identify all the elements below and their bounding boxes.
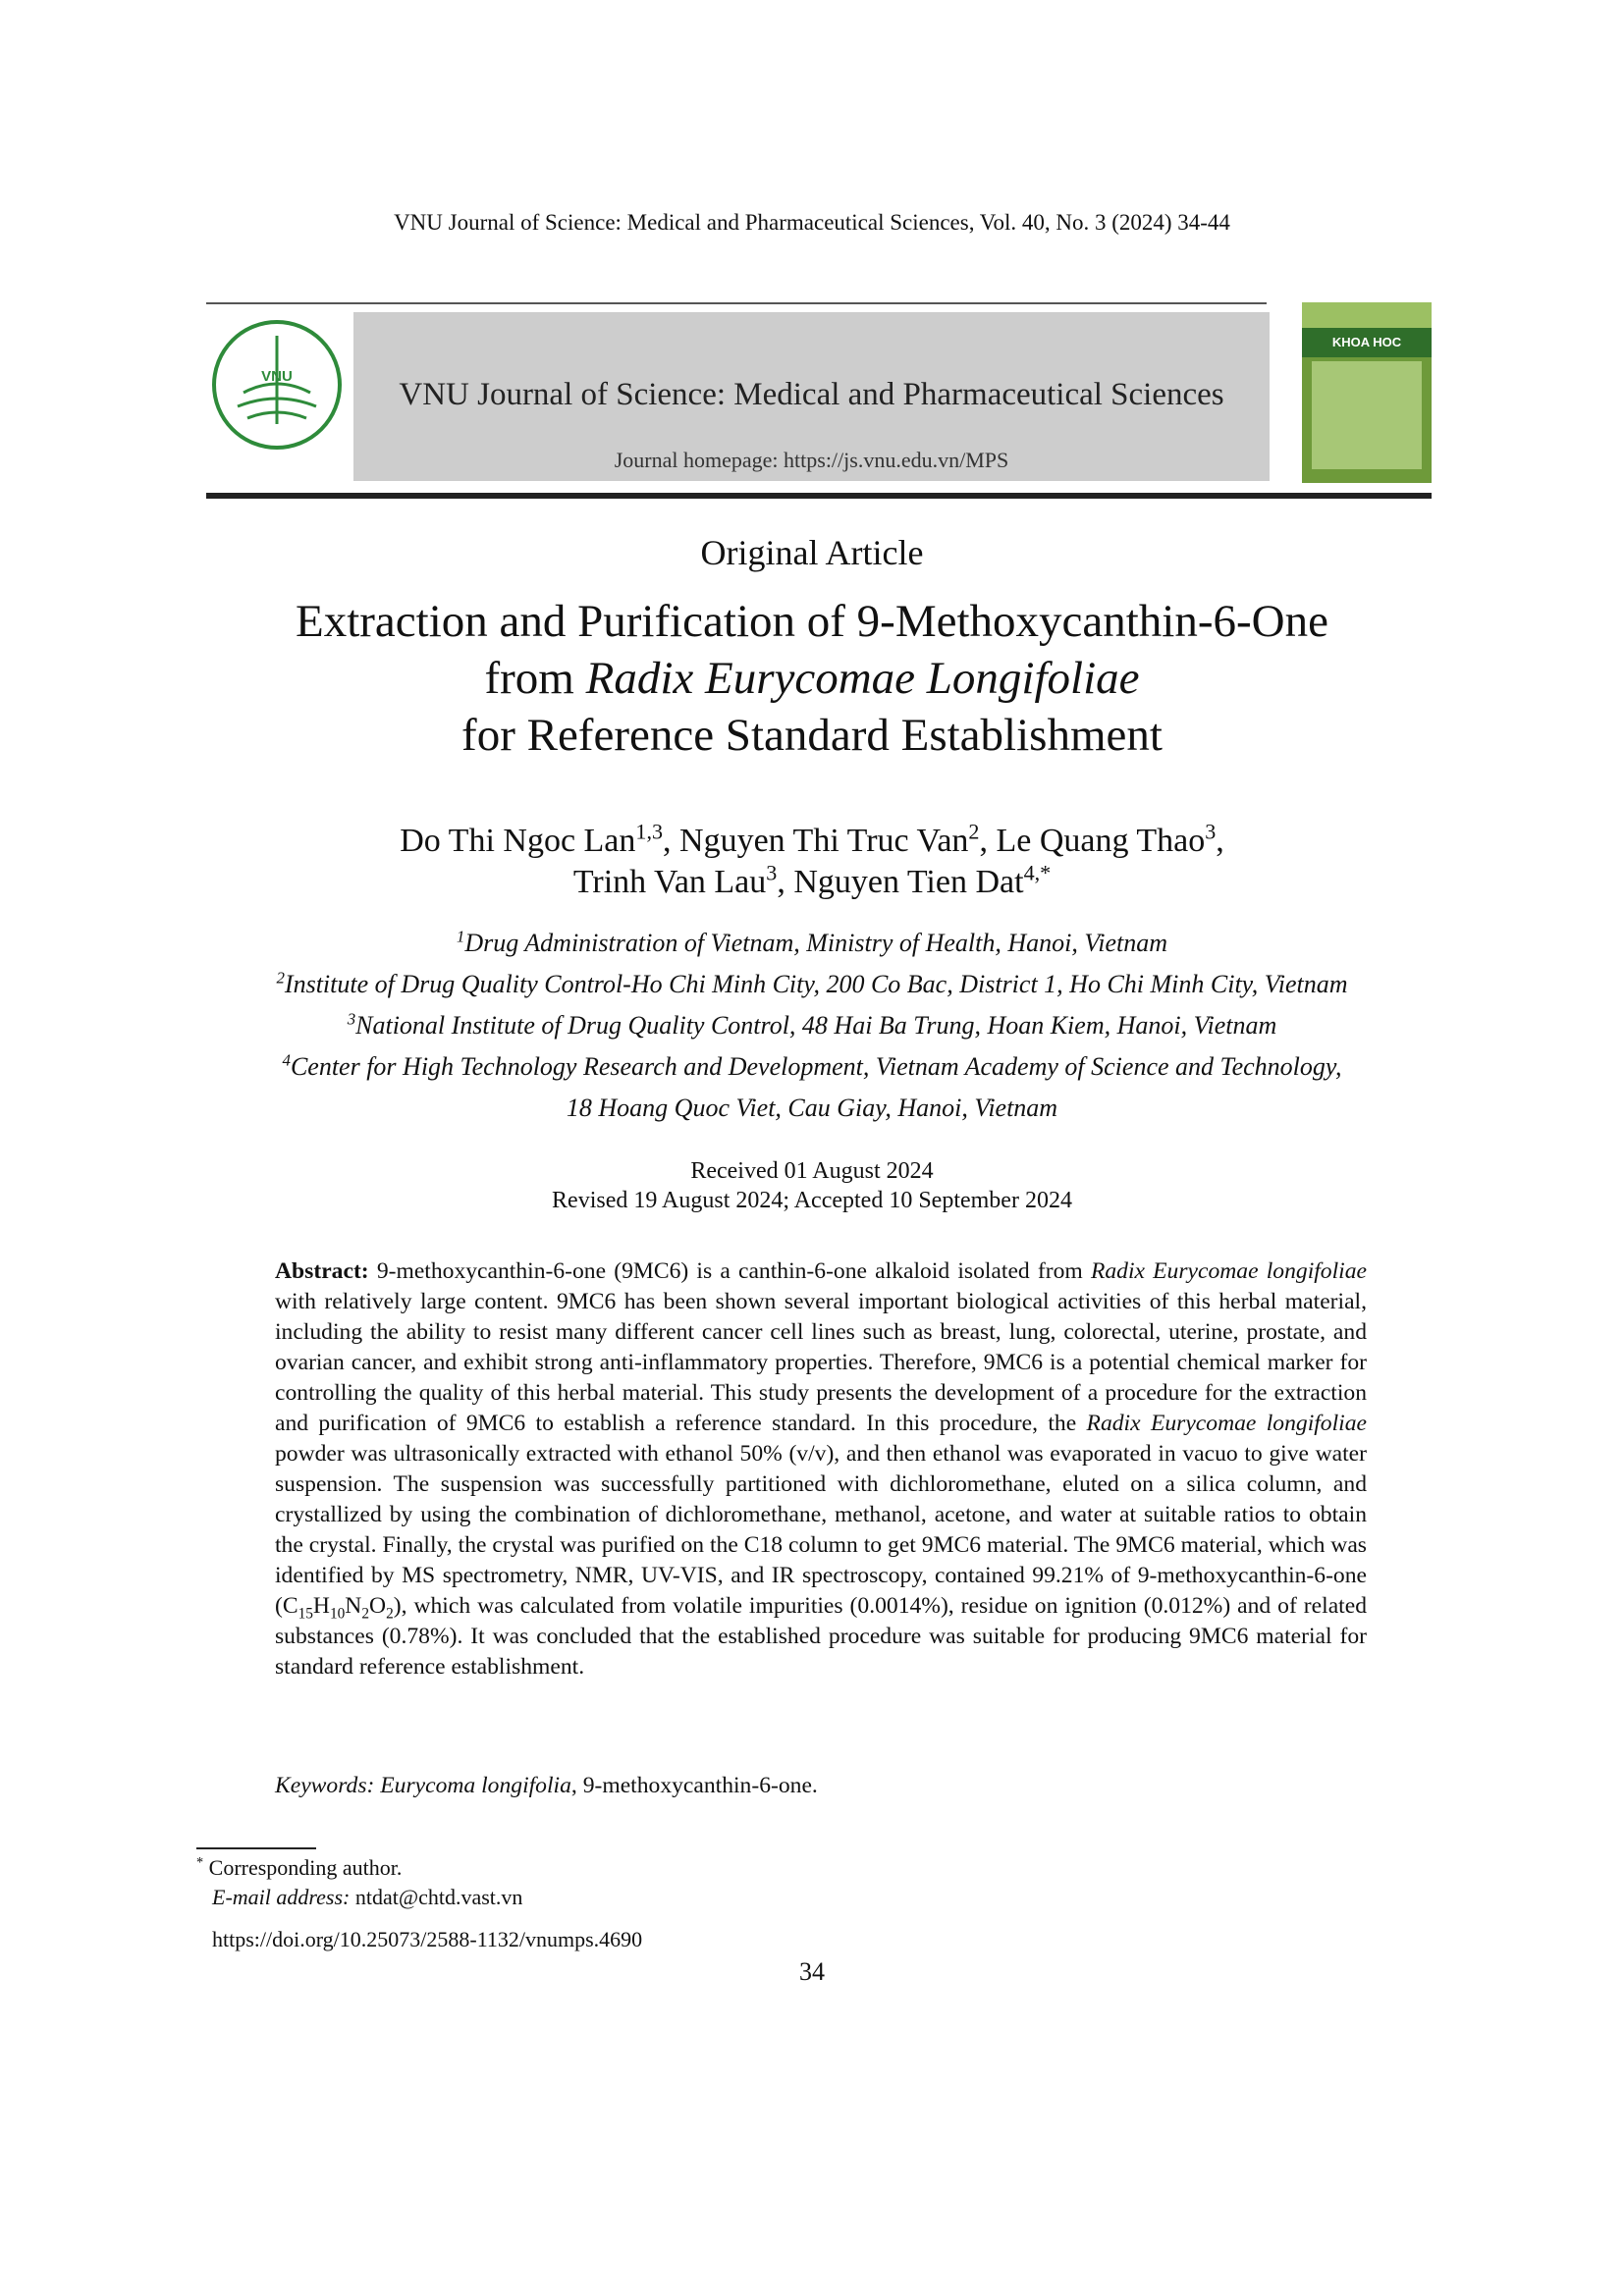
affiliation-list [0, 923, 1624, 1129]
affiliation-text: National Institute of Drug Quality Control, 48 Hai Ba Trung, Hoan Kiem, Hanoi, Vietnam [355, 1011, 1277, 1040]
title-species: Radix Eurycomae Longifoliae [585, 653, 1140, 704]
affiliation-item [0, 964, 1624, 1005]
title-line-1: Extraction and Purification of 9-Methoxycanthin-6-One [296, 596, 1328, 647]
email-label: E-mail address: [212, 1885, 351, 1909]
affiliation-text: Center for High Technology Research and Development, Vietnam Academy of Science and Technology, [290, 1052, 1342, 1081]
affiliation-mark: 1 [456, 927, 465, 946]
author-affil-mark: 3 [766, 860, 778, 885]
keywords [275, 1773, 1367, 1799]
article-type: Original Article [700, 533, 924, 572]
abstract-text: 9-methoxycanthin-6-one (9MC6) is a canthin-6-one alkaloid isolated from [368, 1258, 1091, 1284]
formula-subscript: 2 [361, 1605, 370, 1623]
author-list [0, 821, 1624, 903]
affiliation-mark: 2 [276, 968, 285, 988]
affiliation-item [0, 1088, 1624, 1129]
footnote-rule [196, 1847, 316, 1849]
author-affil-mark: 3 [1205, 819, 1217, 844]
corresponding-label: Corresponding author. [203, 1855, 403, 1880]
formula-subscript: 15 [298, 1605, 313, 1623]
article-title [0, 593, 1624, 764]
vnu-logo [208, 316, 346, 454]
doi-link[interactable]: https://doi.org/10.25073/2588-1132/vnumps.4690 [212, 1927, 643, 1951]
author-affil-mark: 1,3 [635, 819, 664, 844]
footnote-mark: * [196, 1854, 204, 1871]
formula-element: H [312, 1593, 330, 1619]
author-name: Nguyen Thi Truc Van [679, 823, 969, 859]
title-line-2-prefix: from [484, 653, 586, 704]
author-separator: , [1216, 823, 1224, 859]
formula-element: O [369, 1593, 387, 1619]
formula-subscript: 2 [386, 1605, 394, 1623]
affiliation-text: 18 Hoang Quoc Viet, Cau Giay, Hanoi, Vietnam [566, 1094, 1058, 1122]
logo-text: VNU [261, 368, 293, 385]
banner-homepage[interactable]: Journal homepage: https://js.vnu.edu.vn/MPS [614, 448, 1009, 472]
keywords-rest: , 9-methoxycanthin-6-one. [570, 1773, 818, 1798]
affiliation-item [0, 1046, 1624, 1088]
running-head: VNU Journal of Science: Medical and Pharmaceutical Sciences, Vol. 40, No. 3 (2024) 34-44 [394, 210, 1230, 235]
banner-bottom-rule [206, 493, 1432, 499]
cover-artwork [1312, 361, 1422, 469]
author-affil-mark: 2 [968, 819, 980, 844]
abstract-label: Abstract: [275, 1258, 369, 1284]
author-separator: , [979, 823, 997, 859]
abstract-text: with relatively large content. 9MC6 has been shown several important biological activities of this herbal material, including the ability to resist many different cancer cell lines such as breast, lung, colorectal, uterine, prostate, and ovarian cancer, and exhibit strong anti-inflammatory properties. Therefore, 9MC6 is a potential chemical marker for controlling the quality of this herbal material. This study presents the development of a procedure for the extraction and purification of 9MC6 to establish a reference standard. In this procedure, the [275, 1289, 1367, 1436]
affiliation-mark: 4 [282, 1050, 291, 1070]
affiliation-mark: 3 [347, 1009, 356, 1029]
keyword-species: Eurycoma longifolia [374, 1773, 571, 1798]
keywords-label: Keywords: [275, 1773, 375, 1798]
article-dates [0, 1156, 1624, 1215]
revised-accepted-date: Revised 19 August 2024; Accepted 10 September 2024 [552, 1188, 1072, 1213]
abstract [275, 1256, 1367, 1682]
journal-cover-thumbnail [1302, 302, 1432, 483]
abstract-species: Radix Eurycomae longifoliae [1086, 1411, 1367, 1436]
email-address[interactable]: ntdat@chtd.vast.vn [350, 1885, 523, 1909]
banner-journal-name: VNU Journal of Science: Medical and Pharmaceutical Sciences [399, 377, 1224, 412]
affiliation-text: Institute of Drug Quality Control-Ho Chi Minh City, 200 Co Bac, District 1, Ho Chi Minh City, Vietnam [284, 970, 1348, 998]
abstract-text: powder was ultrasonically extracted with ethanol 50% (v/v), and then ethanol was evaporated in vacuo to give water suspension. The suspension was successfully partitioned with dichloromethane, eluted on a silica column, and crystallized by using the combination of dichloromethane, methanol, acetone, and water at suitable ratios to obtain the crystal. Finally, the crystal was purified on the C18 column to get 9MC6 material. The 9MC6 material, which was identified by MS spectrometry, NMR, UV-VIS, and IR spectroscopy, contained 99.21% of 9-methoxycanthin-6-one (C [275, 1441, 1367, 1619]
formula-subscript: 10 [329, 1605, 346, 1623]
author-separator: , [663, 823, 680, 859]
authors-line-1 [0, 821, 1624, 862]
affiliation-item [0, 1005, 1624, 1046]
footnote-email [212, 1885, 522, 1910]
title-line-2 [0, 650, 1624, 707]
cover-label: KHOA HOC [1302, 328, 1432, 357]
received-date: Received 01 August 2024 [690, 1158, 934, 1184]
author-affil-mark: 4,* [1023, 860, 1052, 885]
banner-top-rule [206, 302, 1267, 304]
author-name: Do Thi Ngoc Lan [400, 823, 636, 859]
authors-line-2 [0, 862, 1624, 903]
formula-element: N [345, 1593, 362, 1619]
abstract-species: Radix Eurycomae longifoliae [1090, 1258, 1367, 1284]
affiliation-text: Drug Administration of Vietnam, Ministry of Health, Hanoi, Vietnam [464, 929, 1168, 957]
author-name: Nguyen Tien Dat [793, 864, 1024, 900]
cover-top-band [1302, 302, 1432, 328]
author-separator: , [777, 864, 794, 900]
author-name: Le Quang Thao [996, 823, 1206, 859]
footnote-corresponding [196, 1855, 402, 1881]
abstract-text: ), which was calculated from volatile impurities (0.0014%), residue on ignition (0.012%) and of related substances (0.78%). It was concluded that the established procedure was suitable for producing 9MC6 material for standard reference establishment. [275, 1593, 1367, 1680]
author-name: Trinh Van Lau [572, 864, 767, 900]
title-line-3: for Reference Standard Establishment [461, 710, 1163, 761]
page-number: 34 [799, 1957, 825, 1986]
affiliation-item [0, 923, 1624, 964]
